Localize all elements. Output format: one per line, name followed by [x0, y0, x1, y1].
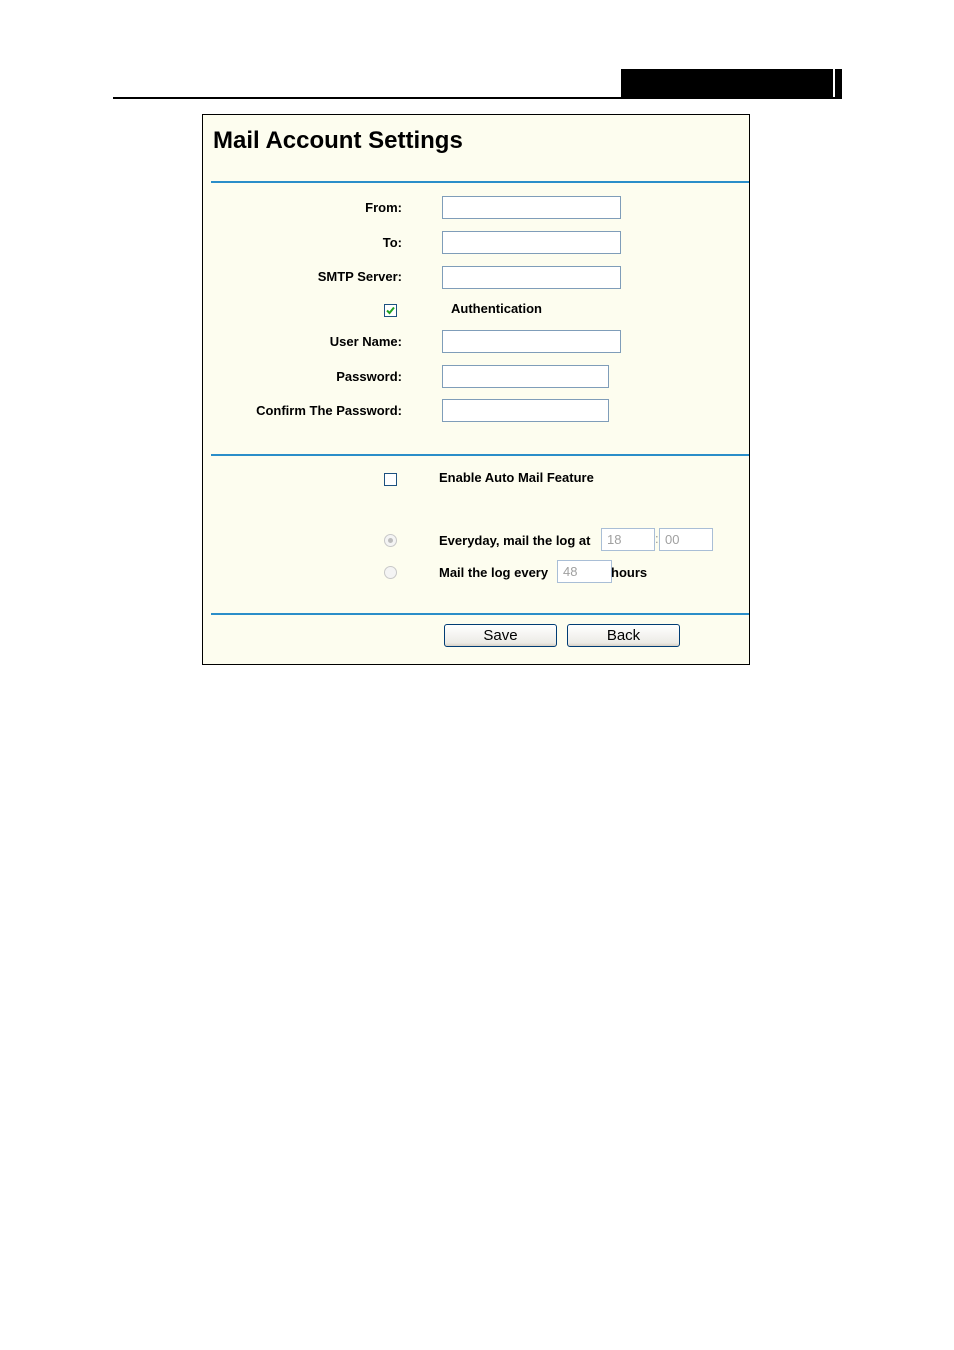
confirm-password-input[interactable]: [442, 399, 609, 422]
save-button[interactable]: Save: [444, 624, 557, 647]
username-label: User Name:: [329, 334, 402, 349]
everyday-label: Everyday, mail the log at: [439, 533, 591, 548]
interval-radio[interactable]: [384, 566, 397, 579]
page-title: Mail Account Settings: [213, 127, 463, 154]
time-separator: :: [655, 531, 659, 546]
back-button[interactable]: Back: [567, 624, 680, 647]
to-input[interactable]: [442, 231, 621, 254]
checkmark-icon: [385, 305, 396, 316]
smtp-server-input[interactable]: [442, 266, 621, 289]
from-input[interactable]: [442, 196, 621, 219]
enable-auto-mail-label: Enable Auto Mail Feature: [439, 470, 594, 485]
section-divider: [211, 181, 749, 183]
interval-label: Mail the log every: [439, 565, 549, 580]
confirm-password-label: Confirm The Password:: [256, 403, 402, 418]
username-input[interactable]: [442, 330, 621, 353]
header-black-bar: [835, 69, 842, 98]
from-label: From:: [365, 200, 402, 215]
everyday-radio[interactable]: [384, 534, 397, 547]
radio-selected-dot: [388, 538, 393, 543]
header-black-block: [621, 69, 833, 98]
password-input[interactable]: [442, 365, 609, 388]
enable-auto-mail-checkbox[interactable]: [384, 473, 397, 486]
hour-input[interactable]: [601, 528, 655, 551]
password-label: Password:: [336, 369, 402, 384]
hours-label: hours: [611, 565, 648, 580]
section-divider: [211, 454, 749, 456]
header-rule: [113, 97, 842, 99]
minute-input[interactable]: [659, 528, 713, 551]
authentication-checkbox[interactable]: [384, 304, 397, 317]
interval-hours-input[interactable]: [557, 560, 612, 583]
to-label: To:: [382, 235, 402, 250]
section-divider: [211, 613, 749, 615]
smtp-server-label: SMTP Server:: [317, 269, 402, 284]
mail-account-settings-panel: [202, 114, 750, 665]
authentication-label: Authentication: [451, 301, 542, 316]
